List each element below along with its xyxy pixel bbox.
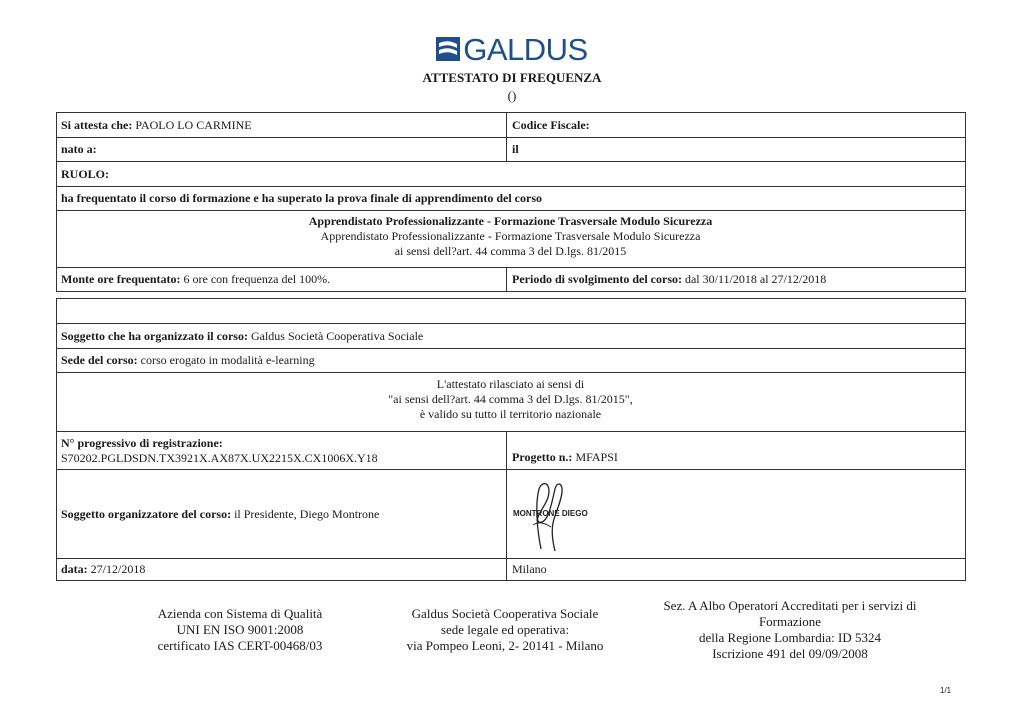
periodo-value: dal 30/11/2018 al 27/12/2018 (684, 272, 827, 286)
validity-block (56, 377, 965, 427)
galdus-logo-icon (436, 37, 460, 61)
organizzatore-cell (56, 470, 507, 558)
footer-quality-line: UNI EN ISO 9001:2008 (176, 622, 304, 637)
signature-stamp-text: MONTRONE DIEGO (513, 509, 588, 518)
data-value: 27/12/2018 (90, 562, 146, 576)
nato-label: nato a: (61, 142, 97, 156)
course-law: ai sensi dell?art. 44 comma 3 del D.lgs. 81/2015 (394, 244, 627, 258)
course-block (56, 214, 965, 264)
periodo-cell (507, 268, 965, 291)
divider (56, 372, 966, 373)
monte-ore-label: Monte ore frequentato: (61, 272, 181, 286)
footer-quality-line: certificato IAS CERT-00468/03 (157, 638, 323, 653)
periodo-label: Periodo di svolgimento del corso: (512, 272, 682, 286)
progetto-value: MFAPSI (575, 450, 618, 464)
luogo-cell (507, 559, 965, 580)
soggetto-value: Galdus Società Cooperativa Sociale (250, 328, 424, 343)
monte-ore-cell (56, 268, 507, 291)
validity-line-1: L'attestato rilasciato ai sensi di (436, 377, 585, 391)
attesta-value: PAOLO LO CARMINE (135, 117, 252, 132)
logo (0, 32, 1024, 66)
codice-fiscale-cell (507, 113, 965, 137)
divider (506, 267, 507, 292)
footer-company-line: via Pompeo Leoni, 2- 20141 - Milano (406, 638, 604, 653)
progetto-cell (507, 450, 965, 466)
footer-company-line: Galdus Società Cooperativa Sociale (411, 606, 599, 621)
progetto-label: Progetto n.: (512, 450, 573, 464)
validity-line-3: è valido su tutto il territorio nazionale (419, 407, 602, 421)
course-subtitle: Apprendistato Professionalizzante - Formazione Trasversale Modulo Sicurezza (320, 229, 701, 243)
sede-label: Sede del corso: (61, 353, 138, 367)
blank-row (56, 299, 965, 323)
signature-image (511, 479, 591, 555)
document-subtitle: () (507, 88, 517, 103)
sede-value: corso erogato in modalità e-learning (140, 353, 315, 367)
ruolo-label: RUOLO: (61, 166, 109, 181)
brand-name: GALDUS (463, 31, 588, 67)
organizzatore-value: il Presidente, Diego Montrone (234, 506, 380, 521)
soggetto-label: Soggetto che ha organizzato il corso: (61, 328, 248, 343)
validity-line-2: "ai sensi dell?art. 44 comma 3 del D.lgs. 81/2015", (388, 392, 633, 406)
document-title: ATTESTATO DI FREQUENZA (422, 70, 602, 85)
progressivo-value: S70202.PGLDSDN.TX3921X.AX87X.UX2215X.CX1006X.Y18 (61, 451, 378, 465)
footer-quality-line: Azienda con Sistema di Qualità (157, 606, 323, 621)
organizzatore-label: Soggetto organizzatore del corso: (61, 506, 232, 521)
footer-company (380, 606, 630, 654)
soggetto-cell (56, 324, 965, 348)
divider (56, 431, 966, 432)
nato-cell (56, 138, 507, 161)
progressivo-label: N° progressivo di registrazione: (61, 436, 223, 450)
course-title: Apprendistato Professionalizzante - Formazione Trasversale Modulo Sicurezza (308, 214, 713, 228)
footer-accreditation-line: Iscrizione 491 del 09/09/2008 (712, 646, 868, 661)
attesta-label: Si attesta che: (61, 117, 133, 132)
footer-quality (120, 606, 360, 654)
footer-accreditation-line: Sez. A Albo Operatori Accreditati per i servizi di (663, 598, 917, 613)
il-label: il (512, 142, 519, 156)
data-label: data: (61, 562, 88, 576)
footer-accreditation (640, 598, 940, 662)
footer-company-line: sede legale ed operativa: (440, 622, 570, 637)
il-cell (507, 138, 965, 161)
codice-fiscale-label: Codice Fiscale: (512, 117, 590, 132)
footer-accreditation-line: della Regione Lombardia: ID 5324 (699, 630, 881, 645)
luogo-value: Milano (512, 562, 547, 576)
frequentato-statement: ha frequentato il corso di formazione e ha superato la prova finale di apprendimento del corso (61, 191, 542, 205)
attesta-cell (56, 113, 507, 137)
monte-ore-value: 6 ore con frequenza del 100%. (183, 272, 331, 286)
sede-cell (56, 349, 965, 372)
divider (56, 210, 966, 211)
footer-accreditation-line: Formazione (758, 614, 822, 629)
data-cell (56, 559, 507, 580)
progressivo-cell (56, 436, 507, 468)
page-number: 1/1 (940, 686, 952, 695)
ruolo-cell (56, 162, 965, 186)
